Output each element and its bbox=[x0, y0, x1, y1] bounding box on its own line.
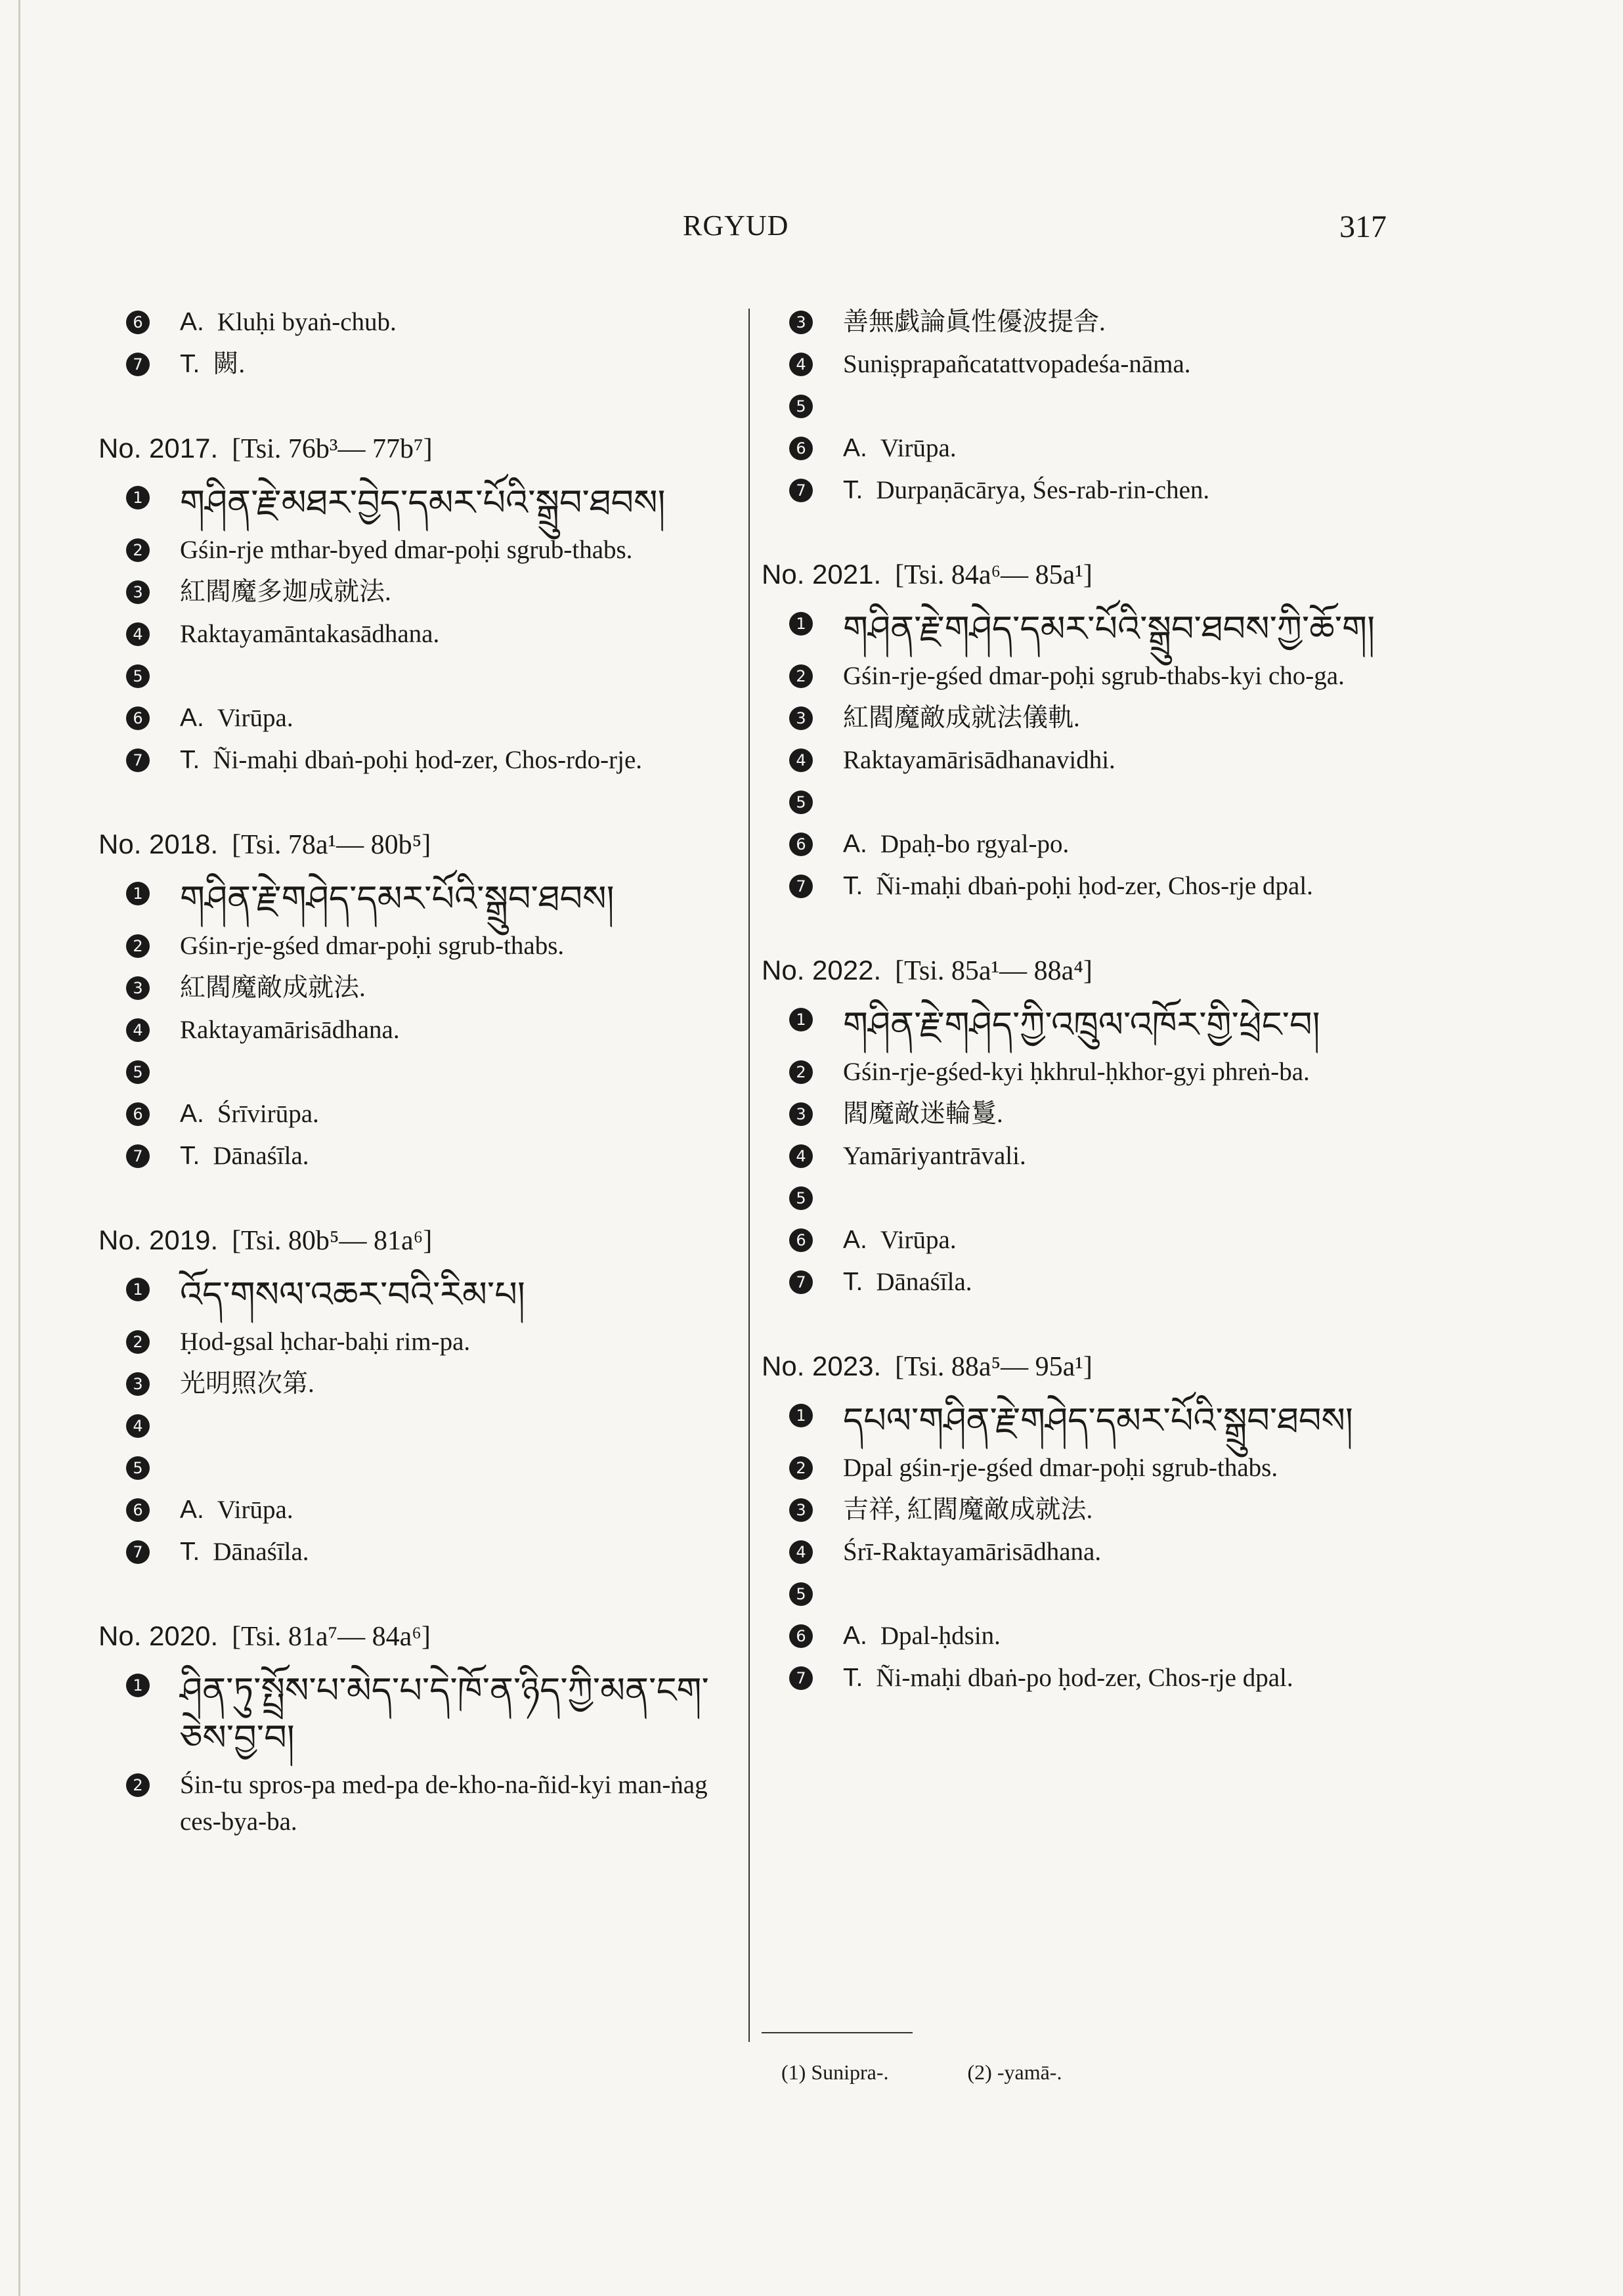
entry-reference: [Tsi. 84a⁶— 85a¹] bbox=[895, 560, 1093, 590]
field-number-badge: 2 bbox=[789, 1456, 813, 1480]
entry-field bbox=[762, 1660, 1392, 1697]
entry-field bbox=[98, 970, 729, 1007]
entry-heading bbox=[98, 825, 729, 865]
field-number-badge: 7 bbox=[126, 353, 150, 376]
field-value: Gśin-rje mthar-byed dmar-poḥi sgrub-thabs. bbox=[180, 536, 633, 564]
field-number-badge: 7 bbox=[126, 1144, 150, 1168]
column-divider bbox=[748, 309, 750, 2042]
entry-field bbox=[762, 1138, 1392, 1175]
entry-field bbox=[98, 346, 729, 383]
field-role: A. bbox=[180, 1100, 204, 1128]
field-role: A. bbox=[180, 704, 204, 732]
field-role: T. bbox=[180, 1142, 200, 1170]
field-value: Śrī-Raktayamārisādhana. bbox=[843, 1538, 1102, 1566]
entry-field bbox=[762, 1180, 1392, 1217]
entry-field bbox=[762, 742, 1392, 779]
entry-field bbox=[762, 1222, 1392, 1259]
entry-field bbox=[98, 1450, 729, 1486]
field-value: Ñi-maḥi dbaṅ-poḥi ḥod-zer, Chos-rdo-rje. bbox=[213, 746, 643, 774]
field-text bbox=[180, 1767, 729, 1840]
entry-number: No. 2023. bbox=[762, 1351, 882, 1381]
field-text bbox=[180, 1366, 729, 1402]
field-number-badge: 3 bbox=[789, 1102, 813, 1126]
entry-field bbox=[762, 346, 1392, 383]
field-value: Virūpa. bbox=[217, 1496, 293, 1524]
field-number-badge: 5 bbox=[789, 1186, 813, 1210]
field-number-badge: 1 bbox=[126, 1674, 150, 1697]
field-text bbox=[843, 346, 1392, 383]
field-text bbox=[180, 1138, 729, 1175]
field-value: Ḥod-gsal ḥchar-baḥi rim-pa. bbox=[180, 1328, 471, 1356]
field-number-badge: 6 bbox=[789, 1624, 813, 1648]
field-text bbox=[843, 430, 1392, 467]
catalog-entry bbox=[98, 825, 729, 1175]
entry-field bbox=[762, 388, 1392, 425]
entry-field bbox=[98, 616, 729, 653]
field-number-badge: 6 bbox=[126, 1102, 150, 1126]
field-role: T. bbox=[180, 1538, 200, 1566]
entry-field bbox=[98, 875, 729, 922]
scan-edge bbox=[18, 0, 20, 2296]
field-number-badge: 5 bbox=[789, 1582, 813, 1606]
field-number-badge: 4 bbox=[789, 748, 813, 772]
entry-field bbox=[98, 1096, 729, 1133]
field-number-badge: 4 bbox=[126, 622, 150, 646]
field-text bbox=[180, 1534, 729, 1570]
footnotes bbox=[781, 2060, 1062, 2085]
entry-field bbox=[762, 1534, 1392, 1570]
entry-heading bbox=[762, 1347, 1392, 1387]
field-value: Śin-tu spros-pa med-pa de-kho-na-ñid-kyi man-ṅag ces-bya-ba. bbox=[180, 1771, 708, 1836]
entry-heading bbox=[762, 555, 1392, 595]
field-text bbox=[843, 1618, 1392, 1655]
field-value: Durpaṇācārya, Śes-rab-rin-chen. bbox=[876, 476, 1210, 504]
footnote-rule bbox=[762, 2032, 913, 2033]
field-number-badge: 6 bbox=[789, 833, 813, 856]
field-number-badge: 4 bbox=[789, 353, 813, 376]
field-number-badge: 1 bbox=[789, 1404, 813, 1427]
field-text bbox=[180, 928, 729, 964]
field-number-badge: 3 bbox=[789, 706, 813, 730]
field-value: Ñi-maḥi dbaṅ-poḥi ḥod-zer, Chos-rje dpal. bbox=[876, 872, 1313, 900]
entry-field bbox=[762, 868, 1392, 905]
footnote-1: (1) Sunipra-. bbox=[781, 2060, 889, 2084]
field-text bbox=[180, 1667, 729, 1762]
field-value: Raktayamārisādhana. bbox=[180, 1016, 400, 1044]
field-number-badge: 7 bbox=[126, 748, 150, 772]
field-value: Gśin-rje-gśed dmar-poḥi sgrub-thabs. bbox=[180, 932, 565, 960]
field-number-badge: 5 bbox=[126, 664, 150, 688]
entry-field bbox=[762, 430, 1392, 467]
field-number-badge: 2 bbox=[126, 538, 150, 562]
field-number-badge: 4 bbox=[126, 1018, 150, 1042]
field-role: A. bbox=[180, 1496, 204, 1524]
entry-field bbox=[98, 304, 729, 341]
entry-field bbox=[762, 1397, 1392, 1444]
field-number-badge: 2 bbox=[126, 1773, 150, 1797]
field-text bbox=[180, 875, 729, 922]
field-number-badge: 7 bbox=[789, 479, 813, 502]
entry-number: No. 2021. bbox=[762, 559, 882, 590]
field-value: Gśin-rje-gśed dmar-poḥi sgrub-thabs-kyi cho-ga. bbox=[843, 662, 1345, 690]
entry-number: No. 2019. bbox=[98, 1224, 219, 1255]
entry-field bbox=[98, 700, 729, 737]
field-text bbox=[843, 868, 1392, 905]
entry-field bbox=[98, 1492, 729, 1528]
entry-heading bbox=[98, 1616, 729, 1657]
field-role: T. bbox=[843, 1268, 863, 1296]
field-number-badge: 5 bbox=[789, 395, 813, 418]
field-number-badge: 5 bbox=[789, 791, 813, 814]
entry-reference: [Tsi. 81a⁷— 84a⁶] bbox=[232, 1622, 431, 1652]
field-value: Virūpa. bbox=[880, 434, 957, 462]
catalog-entry bbox=[762, 1347, 1392, 1697]
entry-field bbox=[762, 1450, 1392, 1486]
entry-field bbox=[762, 605, 1392, 653]
field-text bbox=[843, 1397, 1392, 1444]
field-value: Dānaśīla. bbox=[213, 1142, 309, 1170]
field-number-badge: 7 bbox=[789, 1270, 813, 1294]
field-role: T. bbox=[180, 350, 200, 378]
field-number-badge: 1 bbox=[789, 1008, 813, 1031]
field-value: Dānaśīla. bbox=[213, 1538, 309, 1566]
field-text bbox=[843, 1264, 1392, 1301]
field-value: ཤིན་ཏུ་སྤྲོས་པ་མེད་པ་དེ་ཁོ་ན་ཉིད་ཀྱི་མན་ངག་ཅེས་བྱ་བ། bbox=[180, 1670, 709, 1758]
entry-field bbox=[762, 472, 1392, 509]
field-value: 閻魔敵迷輪鬘. bbox=[843, 1100, 1003, 1128]
field-text bbox=[843, 1660, 1392, 1697]
field-number-badge: 7 bbox=[789, 1666, 813, 1690]
field-text bbox=[843, 1450, 1392, 1486]
entry-field bbox=[762, 1054, 1392, 1091]
field-value: 吉祥, 紅閻魔敵成就法. bbox=[843, 1496, 1093, 1524]
field-text bbox=[843, 1001, 1392, 1049]
field-number-badge: 2 bbox=[789, 664, 813, 688]
field-value: Ñi-maḥi dbaṅ-po ḥod-zer, Chos-rje dpal. bbox=[876, 1664, 1293, 1692]
entry-field bbox=[98, 1012, 729, 1049]
entry-field bbox=[98, 1366, 729, 1402]
field-text bbox=[843, 658, 1392, 695]
entry-field bbox=[762, 658, 1392, 695]
field-text bbox=[180, 304, 729, 341]
entry-field bbox=[98, 742, 729, 779]
field-role: A. bbox=[843, 434, 867, 462]
entry-field bbox=[98, 1408, 729, 1444]
field-number-badge: 1 bbox=[789, 612, 813, 636]
entry-heading bbox=[98, 1221, 729, 1261]
field-text bbox=[843, 1492, 1392, 1528]
entry-field bbox=[98, 532, 729, 569]
field-role: T. bbox=[843, 872, 863, 900]
field-number-badge: 3 bbox=[126, 976, 150, 1000]
entry-number: No. 2018. bbox=[98, 829, 219, 859]
footnote-2: (2) -yamā-. bbox=[967, 2060, 1062, 2084]
field-number-badge: 4 bbox=[789, 1144, 813, 1168]
field-value: Kluḥi byaṅ-chub. bbox=[217, 308, 397, 336]
field-number-badge: 2 bbox=[126, 934, 150, 958]
field-value: གཤིན་རྗེ་གཤེད་ཀྱི་འཁྲུལ་འཁོར་གྱི་ཕྲེང་བ། bbox=[843, 1004, 1320, 1045]
entry-field bbox=[762, 1576, 1392, 1613]
right-column bbox=[762, 299, 1392, 1743]
entry-number: No. 2020. bbox=[98, 1620, 219, 1651]
catalog-entry bbox=[98, 304, 729, 383]
field-number-badge: 6 bbox=[126, 1498, 150, 1522]
field-role: A. bbox=[180, 308, 204, 336]
field-value: འོད་གསལ་འཆར་བའི་རིམ་པ། bbox=[180, 1274, 525, 1315]
field-value: 光明照次第. bbox=[180, 1370, 314, 1398]
entry-number: No. 2017. bbox=[98, 433, 219, 464]
entry-reference: [Tsi. 85a¹— 88a⁴] bbox=[895, 956, 1093, 986]
entry-field bbox=[98, 1534, 729, 1570]
field-number-badge: 5 bbox=[126, 1060, 150, 1084]
catalog-entry bbox=[762, 304, 1392, 509]
field-text bbox=[843, 742, 1392, 779]
entry-field bbox=[762, 1264, 1392, 1301]
field-number-badge: 7 bbox=[126, 1540, 150, 1564]
field-role: T. bbox=[843, 476, 863, 504]
entry-field bbox=[98, 1054, 729, 1091]
field-value: Gśin-rje-gśed-kyi ḥkhrul-ḥkhor-gyi phreṅ-ba. bbox=[843, 1058, 1310, 1086]
field-value: Raktayamārisādhanavidhi. bbox=[843, 746, 1115, 774]
field-value: Virūpa. bbox=[880, 1226, 957, 1254]
field-value: 紅閻魔多迦成就法. bbox=[180, 578, 391, 606]
field-text bbox=[180, 532, 729, 569]
entry-field bbox=[762, 304, 1392, 341]
left-column bbox=[98, 299, 729, 1886]
field-text bbox=[180, 970, 729, 1007]
entry-field bbox=[98, 1767, 729, 1840]
field-role: T. bbox=[180, 746, 200, 774]
field-text bbox=[180, 479, 729, 527]
field-role: A. bbox=[843, 1622, 867, 1650]
field-value: 紅閻魔敵成就法儀軌. bbox=[843, 704, 1080, 732]
field-number-badge: 2 bbox=[126, 1330, 150, 1354]
entry-field bbox=[98, 928, 729, 964]
field-value: གཤིན་རྗེ་གཤེད་དམར་པོའི་སྒྲུབ་ཐབས། bbox=[180, 878, 615, 919]
entry-field bbox=[762, 1001, 1392, 1049]
entry-field bbox=[762, 826, 1392, 863]
field-value: Dānaśīla. bbox=[876, 1268, 972, 1296]
field-text bbox=[843, 1534, 1392, 1570]
field-value: 闕. bbox=[213, 350, 246, 378]
field-value: གཤིན་རྗེ་གཤེད་དམར་པོའི་སྒྲུབ་ཐབས་ཀྱི་ཆོ་ག། bbox=[843, 608, 1375, 649]
field-text bbox=[843, 826, 1392, 863]
entry-field bbox=[762, 1492, 1392, 1528]
entry-field bbox=[98, 479, 729, 527]
entry-field bbox=[98, 1667, 729, 1762]
field-role: A. bbox=[843, 1226, 867, 1254]
field-text bbox=[180, 700, 729, 737]
field-text bbox=[843, 304, 1392, 341]
entry-reference: [Tsi. 88a⁵— 95a¹] bbox=[895, 1352, 1093, 1382]
field-number-badge: 1 bbox=[126, 882, 150, 905]
catalog-entry bbox=[762, 951, 1392, 1301]
field-text bbox=[843, 1138, 1392, 1175]
page-header-title: RGYUD bbox=[683, 209, 789, 242]
entry-field bbox=[98, 1271, 729, 1318]
field-number-badge: 3 bbox=[789, 1498, 813, 1522]
field-value: Suniṣprapañcatattvopadeśa-nāma. bbox=[843, 350, 1191, 378]
entry-field bbox=[762, 784, 1392, 821]
field-text bbox=[180, 1324, 729, 1360]
field-text bbox=[180, 1271, 729, 1318]
entry-reference: [Tsi. 80b⁵— 81a⁶] bbox=[232, 1226, 433, 1256]
field-number-badge: 1 bbox=[126, 486, 150, 509]
field-text bbox=[843, 1222, 1392, 1259]
field-text bbox=[180, 1096, 729, 1133]
entry-field bbox=[98, 574, 729, 611]
field-value: Raktayamāntakasādhana. bbox=[180, 620, 440, 648]
field-number-badge: 6 bbox=[126, 706, 150, 730]
entry-number: No. 2022. bbox=[762, 955, 882, 986]
field-text bbox=[180, 1492, 729, 1528]
catalog-entry bbox=[98, 1221, 729, 1570]
field-text bbox=[843, 700, 1392, 737]
field-value: Yamāriyantrāvali. bbox=[843, 1142, 1026, 1170]
field-text bbox=[843, 472, 1392, 509]
field-role: T. bbox=[843, 1664, 863, 1692]
entry-field bbox=[762, 1618, 1392, 1655]
entry-field bbox=[762, 1096, 1392, 1133]
field-text bbox=[180, 742, 729, 779]
field-role: A. bbox=[843, 830, 867, 858]
page-number: 317 bbox=[1339, 209, 1387, 244]
catalog-entry bbox=[762, 555, 1392, 905]
field-number-badge: 2 bbox=[789, 1060, 813, 1084]
field-text bbox=[180, 574, 729, 611]
field-value: Śrīvirūpa. bbox=[217, 1100, 319, 1128]
field-number-badge: 7 bbox=[789, 875, 813, 898]
field-text bbox=[180, 1012, 729, 1049]
field-number-badge: 6 bbox=[789, 437, 813, 460]
entry-heading bbox=[98, 429, 729, 469]
entry-heading bbox=[762, 951, 1392, 991]
field-number-badge: 3 bbox=[789, 311, 813, 334]
field-text bbox=[843, 1096, 1392, 1133]
entry-field bbox=[98, 1324, 729, 1360]
field-value: དཔལ་གཤིན་རྗེ་གཤེད་དམར་པོའི་སྒྲུབ་ཐབས། bbox=[843, 1400, 1353, 1441]
entry-reference: [Tsi. 78a¹— 80b⁵] bbox=[232, 830, 431, 860]
entry-field bbox=[98, 658, 729, 695]
field-number-badge: 4 bbox=[126, 1414, 150, 1438]
catalog-entry bbox=[98, 1616, 729, 1840]
entry-reference: [Tsi. 76b³— 77b⁷] bbox=[232, 434, 433, 464]
field-value: Dpal-ḥdsin. bbox=[880, 1622, 1001, 1650]
field-value: 紅閻魔敵成就法. bbox=[180, 974, 366, 1002]
field-text bbox=[180, 346, 729, 383]
field-text bbox=[843, 605, 1392, 653]
field-text bbox=[843, 1054, 1392, 1091]
entry-field bbox=[98, 1138, 729, 1175]
field-value: Dpal gśin-rje-gśed dmar-poḥi sgrub-thabs. bbox=[843, 1454, 1278, 1482]
field-number-badge: 5 bbox=[126, 1456, 150, 1480]
field-number-badge: 3 bbox=[126, 580, 150, 604]
catalog-entry bbox=[98, 429, 729, 779]
field-value: Dpaḥ-bo rgyal-po. bbox=[880, 830, 1070, 858]
field-number-badge: 3 bbox=[126, 1372, 150, 1396]
entry-field bbox=[762, 700, 1392, 737]
field-number-badge: 6 bbox=[789, 1228, 813, 1252]
field-value: གཤིན་རྗེ་མཐར་བྱེད་དམར་པོའི་སྒྲུབ་ཐབས། bbox=[180, 482, 666, 523]
field-number-badge: 4 bbox=[789, 1540, 813, 1564]
field-value: Virūpa. bbox=[217, 704, 293, 732]
field-number-badge: 6 bbox=[126, 311, 150, 334]
field-number-badge: 1 bbox=[126, 1278, 150, 1301]
field-value: 善無戯論眞性優波提舎. bbox=[843, 308, 1106, 336]
field-text bbox=[180, 616, 729, 653]
